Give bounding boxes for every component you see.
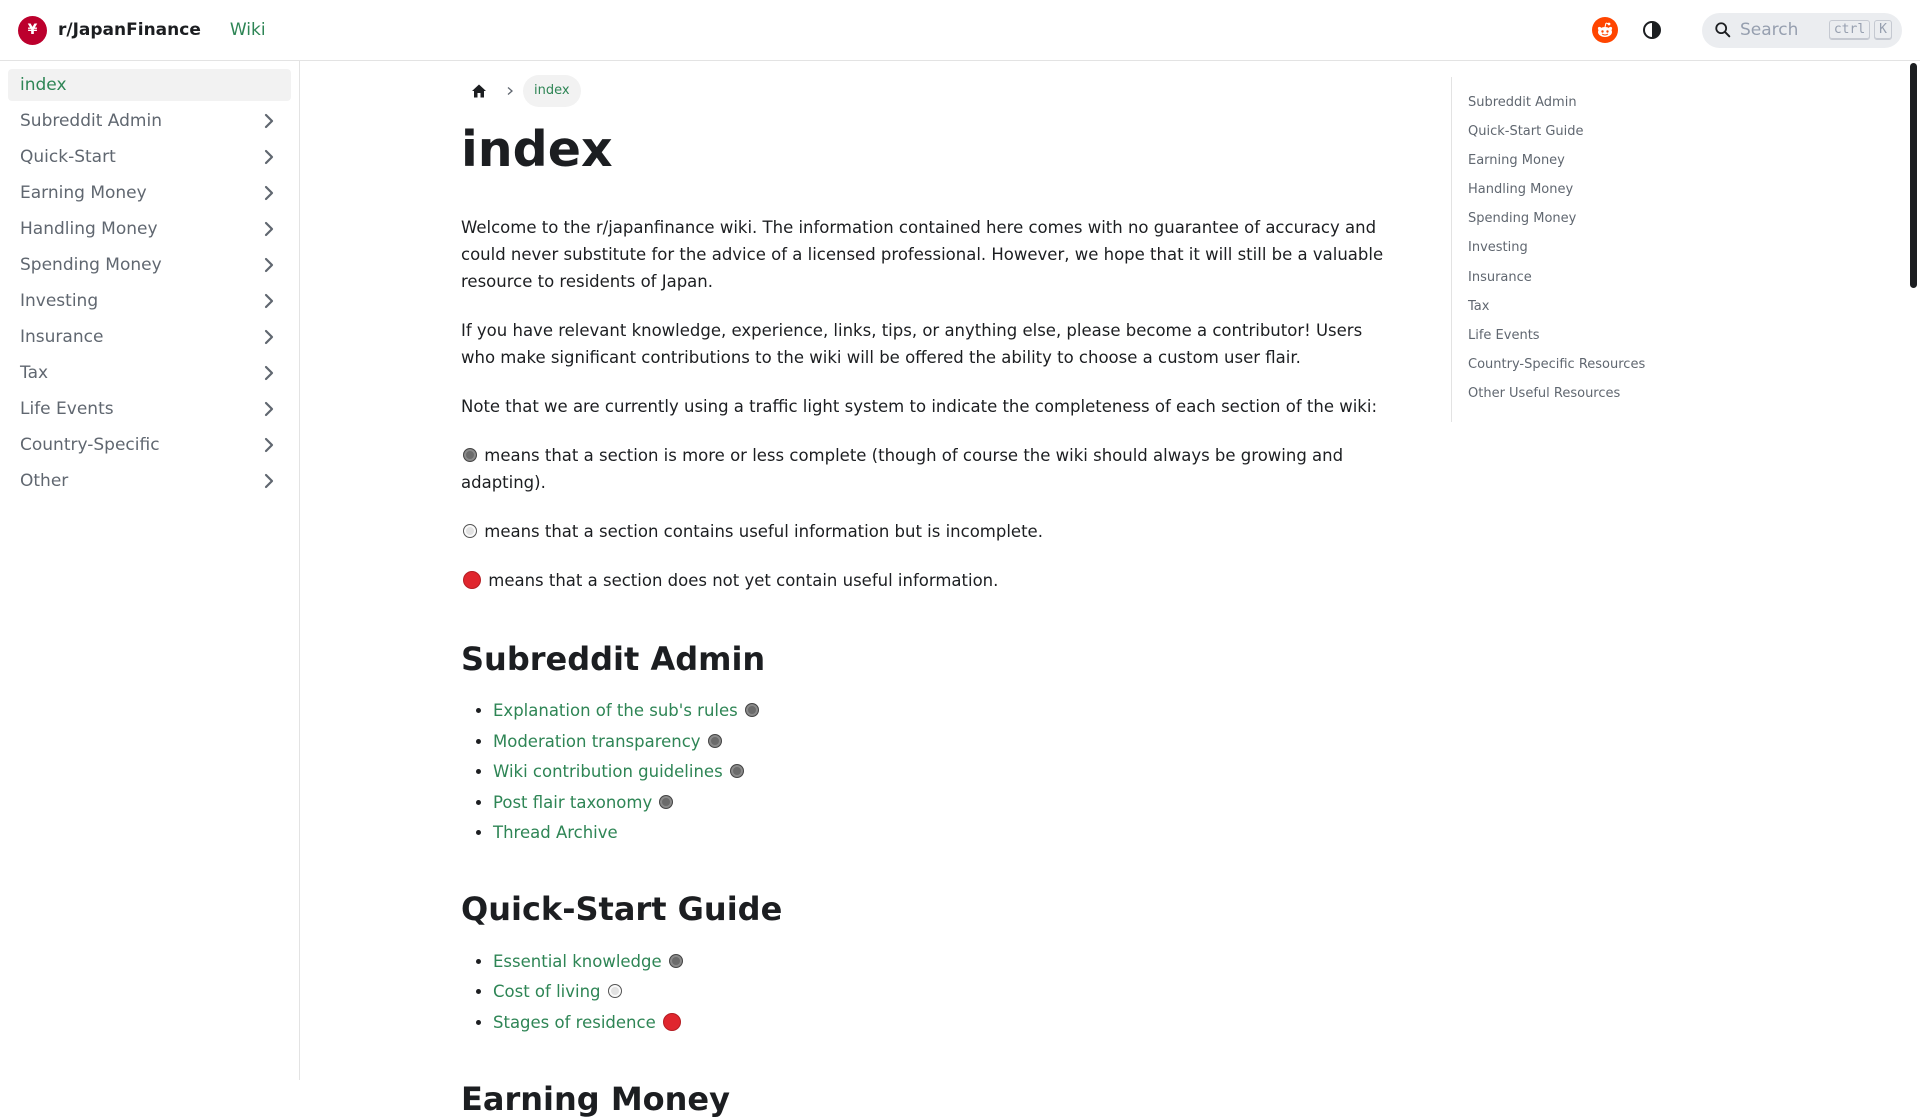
- sidebar-item-other[interactable]: [8, 465, 291, 497]
- link-thread-archive[interactable]: Thread Archive: [493, 823, 618, 843]
- sidebar-item-label: Handling Money: [20, 219, 158, 239]
- sidebar-item-label: Tax: [20, 363, 49, 383]
- section-heading-subreddit-admin: Subreddit Admin: [461, 639, 766, 678]
- link-moderation-transparency[interactable]: Moderation transparency: [493, 731, 701, 751]
- sidebar-item-spending-money[interactable]: [8, 249, 291, 281]
- sidebar-item-label: Earning Money: [20, 183, 147, 203]
- chevron-right-icon[interactable]: [259, 111, 279, 131]
- brand-link[interactable]: [18, 16, 201, 45]
- yellow-status-icon: [608, 984, 622, 998]
- page-title: index: [461, 121, 613, 178]
- list-item: [493, 792, 1391, 814]
- toc-item-life-events[interactable]: Life Events: [1468, 327, 1540, 343]
- chevron-right-icon[interactable]: [259, 219, 279, 239]
- section-heading-earning-money: Earning Money: [461, 1079, 730, 1118]
- green-status-icon: [745, 703, 759, 717]
- sidebar-item-label: Spending Money: [20, 255, 162, 275]
- list-item: [493, 1012, 1391, 1034]
- search-box[interactable]: [1702, 13, 1902, 48]
- scrollbar-thumb[interactable]: [1910, 63, 1917, 288]
- section-links-quick-start-guide: [461, 951, 1391, 1034]
- link-essential-knowledge[interactable]: Essential knowledge: [493, 951, 662, 971]
- link-sub-rules[interactable]: Explanation of the sub's rules: [493, 701, 738, 721]
- toc-item-earning-money[interactable]: Earning Money: [1468, 153, 1565, 169]
- chevron-right-icon[interactable]: [259, 399, 279, 419]
- green-status-icon: [708, 734, 722, 748]
- sidebar-item-label: Life Events: [20, 399, 114, 419]
- chevron-right-icon[interactable]: [259, 363, 279, 383]
- section-links-subreddit-admin: [461, 700, 1391, 844]
- green-status-icon: [463, 448, 477, 462]
- chevron-right-icon[interactable]: [259, 471, 279, 491]
- sidebar-item-label: Investing: [20, 291, 99, 311]
- list-item: [493, 761, 1391, 783]
- sidebar-item-country-specific[interactable]: [8, 429, 291, 461]
- link-post-flair-taxonomy[interactable]: Post flair taxonomy: [493, 792, 653, 812]
- search-icon: [1714, 21, 1732, 39]
- toc-item-insurance[interactable]: Insurance: [1468, 269, 1532, 285]
- toc-item-country-specific-resources[interactable]: Country-Specific Resources: [1468, 356, 1646, 372]
- list-item: [493, 822, 1391, 844]
- legend-green: [461, 442, 1391, 496]
- toc-item-spending-money[interactable]: Spending Money: [1468, 211, 1577, 227]
- chevron-right-icon[interactable]: [259, 327, 279, 347]
- breadcrumb-home-link[interactable]: [461, 75, 497, 107]
- sidebar-item-index[interactable]: [8, 69, 291, 101]
- toc-item-investing[interactable]: Investing: [1468, 240, 1528, 256]
- breadcrumb: [461, 75, 1391, 107]
- legend-red-text: means that a section does not yet contain useful information.: [488, 570, 999, 590]
- sidebar-item-label: Subreddit Admin: [20, 111, 162, 131]
- toc-item-other-useful-resources[interactable]: Other Useful Resources: [1468, 385, 1621, 401]
- sidebar-item-label: Country-Specific: [20, 435, 160, 455]
- list-item: [493, 951, 1391, 973]
- legend-yellow: [461, 518, 1391, 545]
- traffic-light-paragraph: Note that we are currently using a traffic light system to indicate the completeness of each section of the wiki:: [461, 396, 1378, 416]
- list-item: [493, 700, 1391, 722]
- sidebar-item-subreddit-admin[interactable]: [8, 105, 291, 137]
- sidebar-item-label: Other: [20, 471, 69, 491]
- link-cost-of-living[interactable]: Cost of living: [493, 982, 601, 1002]
- toc-item-handling-money[interactable]: Handling Money: [1468, 182, 1574, 198]
- toc-item-tax[interactable]: Tax: [1468, 298, 1490, 314]
- list-item: [493, 731, 1391, 753]
- legend-red: [461, 567, 1391, 594]
- search-input[interactable]: [1740, 20, 1825, 40]
- intro-paragraph: Welcome to the r/japanfinance wiki. The information contained here comes with no guarantee of accuracy and could never substitute for the advice of a licensed professional. However, we hope that it will still be a valuable resource to residents of Japan.: [461, 217, 1384, 291]
- main-content: [461, 61, 1391, 1118]
- breadcrumb-current: index: [523, 75, 581, 107]
- red-status-icon: [463, 571, 481, 589]
- sidebar-item-label: index: [20, 75, 67, 95]
- chevron-right-icon[interactable]: [259, 147, 279, 167]
- toc-item-subreddit-admin[interactable]: Subreddit Admin: [1468, 95, 1577, 110]
- kbd-k: K: [1874, 20, 1892, 40]
- sidebar: [0, 61, 300, 1080]
- toc-item-quick-start-guide[interactable]: Quick-Start Guide: [1468, 124, 1584, 140]
- sidebar-item-label: Quick-Start: [20, 147, 116, 167]
- list-item: [493, 981, 1391, 1003]
- theme-toggle-icon[interactable]: [1632, 10, 1672, 50]
- green-status-icon: [669, 954, 683, 968]
- page-scrollbar[interactable]: [1908, 61, 1920, 1080]
- chevron-right-icon[interactable]: [259, 183, 279, 203]
- legend-yellow-text: means that a section contains useful information but is incomplete.: [484, 521, 1043, 541]
- navbar: [0, 0, 1920, 61]
- yellow-status-icon: [463, 524, 477, 538]
- sidebar-item-quick-start[interactable]: [8, 141, 291, 173]
- home-icon: [471, 83, 487, 99]
- kbd-ctrl: ctrl: [1829, 20, 1870, 40]
- brand-title: r/JapanFinance: [58, 20, 201, 40]
- chevron-right-icon[interactable]: [259, 435, 279, 455]
- chevron-right-icon: [501, 82, 519, 100]
- section-heading-quick-start-guide: Quick-Start Guide: [461, 890, 783, 929]
- legend-green-text: means that a section is more or less complete (though of course the wiki should always be growing and adapting).: [461, 445, 1344, 492]
- green-status-icon: [659, 795, 673, 809]
- link-stages-of-residence[interactable]: Stages of residence: [493, 1012, 656, 1032]
- navbar-right: [1592, 10, 1902, 50]
- sidebar-item-investing[interactable]: [8, 285, 291, 317]
- sidebar-item-label: Insurance: [20, 327, 104, 347]
- nav-link-wiki[interactable]: Wiki: [229, 20, 266, 40]
- green-status-icon: [730, 764, 744, 778]
- sidebar-item-life-events[interactable]: [8, 393, 291, 425]
- chevron-right-icon[interactable]: [259, 291, 279, 311]
- table-of-contents: [1451, 77, 1691, 422]
- sidebar-item-tax[interactable]: [8, 357, 291, 389]
- reddit-icon[interactable]: [1592, 17, 1618, 43]
- chevron-right-icon[interactable]: [259, 255, 279, 275]
- link-wiki-contribution-guidelines[interactable]: Wiki contribution guidelines: [493, 762, 723, 782]
- red-status-icon: [663, 1013, 681, 1031]
- sidebar-item-earning-money[interactable]: [8, 177, 291, 209]
- contributor-paragraph: If you have relevant knowledge, experience, links, tips, or anything else, please become a contributor! Users who make significant contributions to the wiki will be offered the ability to choose a custom user flair.: [461, 320, 1363, 367]
- sidebar-item-insurance[interactable]: [8, 321, 291, 353]
- sidebar-item-handling-money[interactable]: [8, 213, 291, 245]
- yen-logo-icon: ¥: [18, 16, 47, 45]
